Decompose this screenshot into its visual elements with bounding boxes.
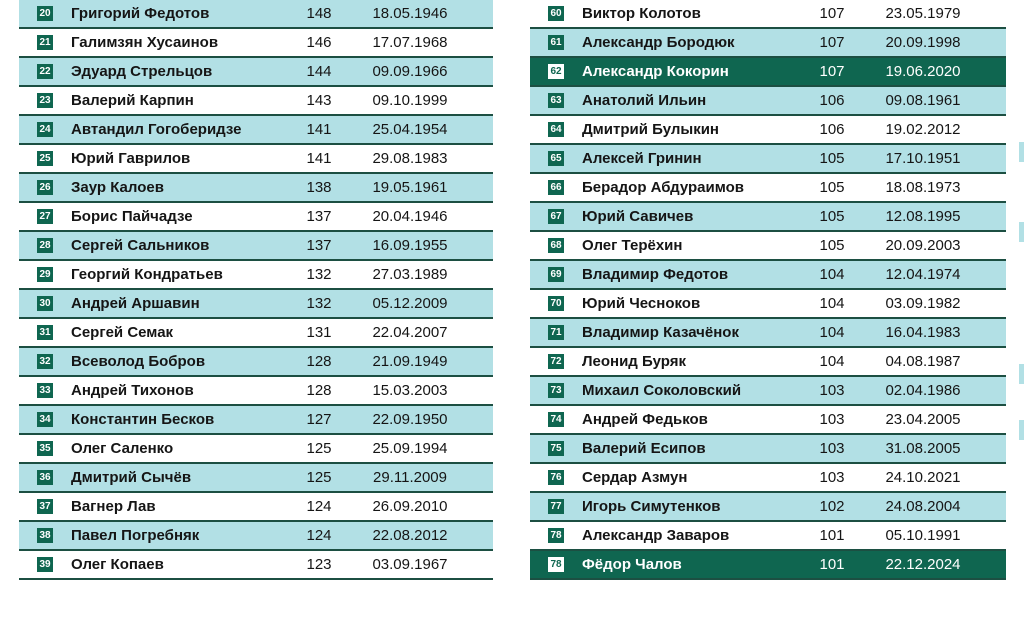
milestone-date: 27.03.1989 — [372, 266, 448, 283]
player-name: Сердар Азмун — [582, 469, 688, 486]
milestone-date: 09.08.1961 — [885, 92, 961, 109]
milestone-date: 22.09.1950 — [372, 411, 448, 428]
table-row — [19, 58, 493, 87]
milestone-date: 21.09.1949 — [372, 353, 448, 370]
edge-decoration — [1019, 222, 1024, 242]
player-name: Александр Заваров — [582, 527, 730, 544]
rank-badge: 34 — [37, 412, 53, 427]
milestone-date: 19.06.2020 — [885, 63, 961, 80]
rank-badge: 73 — [548, 383, 564, 398]
rank-badge: 20 — [37, 6, 53, 21]
milestone-date: 23.04.2005 — [885, 411, 961, 428]
games-count: 137 — [306, 208, 332, 225]
games-count: 103 — [819, 382, 845, 399]
player-name: Сергей Сальников — [71, 237, 210, 254]
player-name: Валерий Карпин — [71, 92, 194, 109]
player-name: Галимзян Хусаинов — [71, 34, 219, 51]
milestone-date: 19.05.1961 — [372, 179, 448, 196]
edge-decoration — [1019, 420, 1024, 440]
games-count: 103 — [819, 469, 845, 486]
player-name: Автандил Гогоберидзе — [71, 121, 242, 138]
rank-badge: 21 — [37, 35, 53, 50]
games-count: 107 — [819, 63, 845, 80]
rank-badge: 30 — [37, 296, 53, 311]
rank-badge: 28 — [37, 238, 53, 253]
rank-badge: 78 — [548, 557, 564, 572]
rank-badge: 72 — [548, 354, 564, 369]
games-count: 105 — [819, 237, 845, 254]
games-count: 101 — [819, 527, 845, 544]
milestone-date: 22.04.2007 — [372, 324, 448, 341]
rank-badge: 66 — [548, 180, 564, 195]
games-count: 105 — [819, 150, 845, 167]
left-table — [19, 0, 493, 580]
milestone-date: 16.04.1983 — [885, 324, 961, 341]
milestone-date: 18.08.1973 — [885, 179, 961, 196]
table-row — [19, 145, 493, 174]
milestone-date: 17.10.1951 — [885, 150, 961, 167]
rank-badge: 24 — [37, 122, 53, 137]
rank-badge: 70 — [548, 296, 564, 311]
milestone-date: 23.05.1979 — [885, 5, 961, 22]
table-row — [19, 551, 493, 580]
milestone-date: 20.09.1998 — [885, 34, 961, 51]
player-name: Леонид Буряк — [582, 353, 686, 370]
milestone-date: 04.08.1987 — [885, 353, 961, 370]
player-name: Борис Пайчадзе — [71, 208, 193, 225]
games-count: 124 — [306, 527, 332, 544]
games-count: 104 — [819, 353, 845, 370]
rank-badge: 31 — [37, 325, 53, 340]
milestone-date: 22.08.2012 — [372, 527, 448, 544]
table-row — [19, 0, 493, 29]
milestone-date: 31.08.2005 — [885, 440, 961, 457]
rank-badge: 36 — [37, 470, 53, 485]
games-count: 141 — [306, 121, 332, 138]
player-name: Виктор Колотов — [582, 5, 701, 22]
milestone-date: 09.10.1999 — [372, 92, 448, 109]
milestone-date: 18.05.1946 — [372, 5, 448, 22]
table-row — [19, 290, 493, 319]
player-name: Олег Терёхин — [582, 237, 683, 254]
rank-badge: 23 — [37, 93, 53, 108]
table-row — [530, 522, 1006, 551]
rank-badge: 22 — [37, 64, 53, 79]
player-name: Эдуард Стрельцов — [71, 63, 213, 80]
games-count: 105 — [819, 179, 845, 196]
games-count: 104 — [819, 324, 845, 341]
rank-badge: 77 — [548, 499, 564, 514]
games-count: 105 — [819, 208, 845, 225]
games-count: 131 — [306, 324, 332, 341]
table-row — [530, 319, 1006, 348]
edge-decoration — [1019, 142, 1024, 162]
rank-badge: 60 — [548, 6, 564, 21]
player-name: Георгий Кондратьев — [71, 266, 223, 283]
games-count: 144 — [306, 63, 332, 80]
player-name: Берадор Абдураимов — [582, 179, 745, 196]
rank-badge: 64 — [548, 122, 564, 137]
rank-badge: 26 — [37, 180, 53, 195]
table-row — [530, 551, 1006, 580]
rank-badge: 63 — [548, 93, 564, 108]
table-row — [530, 58, 1006, 87]
milestone-date: 05.10.1991 — [885, 527, 961, 544]
milestone-date: 03.09.1982 — [885, 295, 961, 312]
rank-badge: 25 — [37, 151, 53, 166]
games-count: 106 — [819, 92, 845, 109]
milestone-date: 29.11.2009 — [373, 469, 447, 486]
table-row — [530, 493, 1006, 522]
table-row — [19, 406, 493, 435]
table-row — [19, 203, 493, 232]
player-name: Владимир Федотов — [582, 266, 729, 283]
milestone-date: 26.09.2010 — [372, 498, 448, 515]
milestone-date: 02.04.1986 — [885, 382, 961, 399]
table-row — [19, 377, 493, 406]
milestone-date: 22.12.2024 — [885, 556, 961, 573]
player-name: Павел Погребняк — [71, 527, 200, 544]
player-name: Дмитрий Булыкин — [582, 121, 719, 138]
games-count: 128 — [306, 353, 332, 370]
rank-badge: 62 — [548, 64, 564, 79]
player-name: Валерий Есипов — [582, 440, 706, 457]
games-count: 106 — [819, 121, 845, 138]
player-name: Андрей Тихонов — [71, 382, 194, 399]
games-count: 132 — [306, 266, 332, 283]
table-row — [19, 174, 493, 203]
player-name: Григорий Федотов — [71, 5, 210, 22]
table-row — [530, 174, 1006, 203]
milestone-date: 09.09.1966 — [372, 63, 448, 80]
games-count: 103 — [819, 440, 845, 457]
table-row — [19, 232, 493, 261]
rank-badge: 32 — [37, 354, 53, 369]
table-row — [530, 435, 1006, 464]
rank-badge: 65 — [548, 151, 564, 166]
player-name: Вагнер Лав — [71, 498, 156, 515]
player-name: Юрий Гаврилов — [71, 150, 191, 167]
table-row — [19, 319, 493, 348]
games-count: 104 — [819, 295, 845, 312]
table-row — [530, 464, 1006, 493]
games-count: 146 — [306, 34, 332, 51]
games-count: 124 — [306, 498, 332, 515]
table-row — [530, 232, 1006, 261]
games-count: 101 — [819, 556, 845, 573]
rank-badge: 74 — [548, 412, 564, 427]
player-name: Олег Саленко — [71, 440, 174, 457]
table-row — [19, 435, 493, 464]
milestone-date: 24.10.2021 — [885, 469, 961, 486]
rank-badge: 76 — [548, 470, 564, 485]
table-row — [530, 290, 1006, 319]
player-name: Владимир Казачёнок — [582, 324, 739, 341]
table-row — [530, 0, 1006, 29]
games-count: 143 — [306, 92, 332, 109]
games-count: 125 — [306, 469, 332, 486]
rank-badge: 78 — [548, 528, 564, 543]
table-row — [19, 464, 493, 493]
rank-badge: 61 — [548, 35, 564, 50]
player-name: Александр Бородюк — [582, 34, 735, 51]
table-row — [19, 261, 493, 290]
milestone-date: 16.09.1955 — [372, 237, 448, 254]
player-name: Заур Калоев — [71, 179, 164, 196]
table-row — [530, 203, 1006, 232]
rank-badge: 39 — [37, 557, 53, 572]
games-count: 103 — [819, 411, 845, 428]
player-name: Александр Кокорин — [582, 63, 729, 80]
right-table — [530, 0, 1006, 580]
milestone-date: 25.09.1994 — [372, 440, 448, 457]
player-name: Игорь Симутенков — [582, 498, 721, 515]
games-count: 141 — [306, 150, 332, 167]
player-name: Всеволод Бобров — [71, 353, 206, 370]
player-name: Юрий Савичев — [582, 208, 694, 225]
milestone-date: 19.02.2012 — [885, 121, 961, 138]
milestone-date: 24.08.2004 — [885, 498, 961, 515]
player-name: Константин Бесков — [71, 411, 215, 428]
rank-badge: 71 — [548, 325, 564, 340]
player-name: Андрей Аршавин — [71, 295, 200, 312]
player-name: Андрей Федьков — [582, 411, 708, 428]
player-name: Сергей Семак — [71, 324, 174, 341]
table-row — [19, 29, 493, 58]
rank-badge: 29 — [37, 267, 53, 282]
milestone-date: 20.09.2003 — [885, 237, 961, 254]
milestone-date: 29.08.1983 — [372, 150, 448, 167]
player-name: Алексей Гринин — [582, 150, 702, 167]
edge-decoration — [1019, 364, 1024, 384]
games-count: 125 — [306, 440, 332, 457]
table-row — [530, 145, 1006, 174]
player-name: Анатолий Ильин — [582, 92, 707, 109]
table-row — [530, 87, 1006, 116]
milestone-date: 05.12.2009 — [372, 295, 448, 312]
table-row — [19, 87, 493, 116]
games-count: 137 — [306, 237, 332, 254]
games-count: 107 — [819, 34, 845, 51]
rank-badge: 27 — [37, 209, 53, 224]
table-row — [530, 116, 1006, 145]
table-row — [530, 348, 1006, 377]
rank-badge: 69 — [548, 267, 564, 282]
rank-badge: 37 — [37, 499, 53, 514]
rank-badge: 75 — [548, 441, 564, 456]
games-count: 148 — [306, 5, 332, 22]
table-row — [19, 493, 493, 522]
milestone-date: 20.04.1946 — [372, 208, 448, 225]
games-count: 138 — [306, 179, 332, 196]
rank-badge: 38 — [37, 528, 53, 543]
player-name: Олег Копаев — [71, 556, 164, 573]
games-count: 132 — [306, 295, 332, 312]
table-row — [19, 522, 493, 551]
milestone-date: 15.03.2003 — [372, 382, 448, 399]
table-row — [530, 29, 1006, 58]
rank-badge: 67 — [548, 209, 564, 224]
games-count: 128 — [306, 382, 332, 399]
milestone-date: 12.04.1974 — [885, 266, 961, 283]
milestone-date: 12.08.1995 — [885, 208, 961, 225]
player-name: Михаил Соколовский — [582, 382, 742, 399]
rank-badge: 35 — [37, 441, 53, 456]
table-row — [19, 348, 493, 377]
player-name: Дмитрий Сычёв — [71, 469, 192, 486]
table-row — [530, 406, 1006, 435]
rank-badge: 33 — [37, 383, 53, 398]
table-row — [19, 116, 493, 145]
rank-badge: 68 — [548, 238, 564, 253]
milestone-date: 17.07.1968 — [372, 34, 448, 51]
games-count: 104 — [819, 266, 845, 283]
milestone-date: 25.04.1954 — [372, 121, 448, 138]
games-count: 123 — [306, 556, 332, 573]
table-row — [530, 377, 1006, 406]
table-row — [530, 261, 1006, 290]
player-name: Юрий Чесноков — [582, 295, 701, 312]
games-count: 127 — [306, 411, 332, 428]
games-count: 107 — [819, 5, 845, 22]
games-count: 102 — [819, 498, 845, 515]
milestone-date: 03.09.1967 — [372, 556, 448, 573]
player-name: Фёдор Чалов — [582, 556, 682, 573]
